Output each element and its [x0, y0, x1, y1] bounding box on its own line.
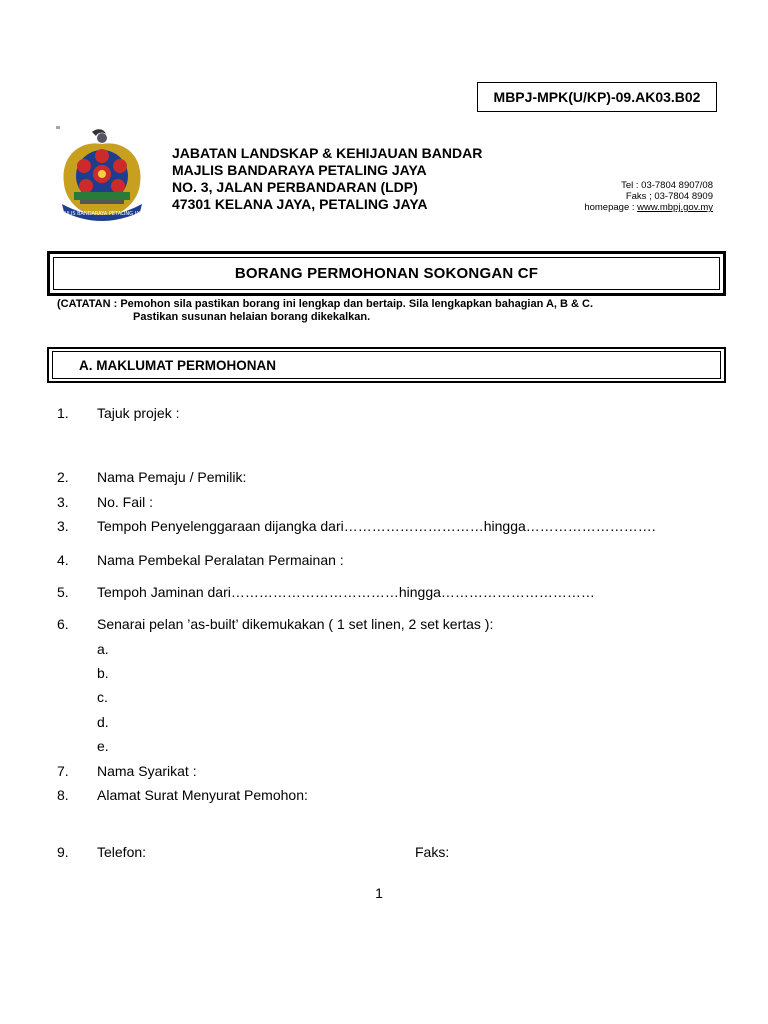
item-text: Nama Pemaju / Pemilik:	[97, 469, 247, 485]
fax-text: Faks ; 03-7804 8909	[625, 191, 713, 202]
item-number: 8.	[57, 787, 69, 803]
item-text: Tempoh Jaminan dari………………………………hingga……………………………	[97, 584, 595, 600]
sub-item-a: a.	[97, 641, 109, 657]
org-line-3: NO. 3, JALAN PERBANDARAN (LDP)	[172, 179, 418, 195]
org-line-2: MAJLIS BANDARAYA PETALING JAYA	[172, 162, 427, 178]
item-text: No. Fail :	[97, 494, 154, 510]
org-line-1: JABATAN LANDSKAP & KEHIJAUAN BANDAR	[172, 145, 483, 161]
item-number: 3.	[57, 518, 69, 534]
item-number: 1.	[57, 405, 69, 421]
sub-item-b: b.	[97, 665, 109, 681]
org-line-4: 47301 KELANA JAYA, PETALING JAYA	[172, 196, 428, 212]
item-text: Tempoh Penyelenggaraan dijangka dari…………………………hingga……………………….	[97, 518, 656, 534]
item-text: Nama Syarikat :	[97, 763, 197, 779]
tel-text: Tel : 03-7804 8907/08	[621, 180, 713, 191]
contact-block	[584, 180, 713, 213]
item-number: 7.	[57, 763, 69, 779]
form-title: BORANG PERMOHONAN SOKONGAN CF	[234, 265, 539, 282]
logo-text: MAJLIS BANDARAYA PETALING JAYA	[58, 211, 146, 217]
item-number: 4.	[57, 552, 69, 568]
item-number: 3.	[57, 494, 69, 510]
homepage-label: homepage :	[584, 202, 638, 213]
sub-item-d: d.	[97, 714, 109, 730]
item-text: Tajuk projek :	[97, 405, 180, 421]
note-line-1: (CATATAN : Pemohon sila pastikan borang ini lengkap dan bertaip. Sila lengkapkan bahagian A, B & C.	[57, 298, 594, 310]
item-number: 2.	[57, 469, 69, 485]
page-number: 1	[375, 885, 383, 901]
note-line-2: Pastikan susunan helaian borang dikekalkan.	[133, 311, 371, 323]
item-text: Senarai pelan ’as-built’ dikemukakan ( 1 set linen, 2 set kertas ):	[97, 616, 494, 632]
item-number: 6.	[57, 616, 69, 632]
item-text: Telefon:	[97, 844, 147, 860]
item-number: 5.	[57, 584, 69, 600]
form-code: MBPJ-MPK(U/KP)-09.AK03.B02	[493, 89, 701, 105]
section-a-title: A. MAKLUMAT PERMOHONAN	[79, 357, 276, 373]
organization-header	[172, 145, 482, 213]
homepage-link[interactable]: www.mbpj.gov.my	[637, 202, 713, 213]
section-a-box	[47, 347, 726, 383]
sub-item-e: e.	[97, 738, 109, 754]
note-block	[57, 298, 593, 324]
sub-item-c: c.	[97, 689, 108, 705]
mbpj-logo	[52, 126, 152, 226]
form-code-box	[477, 82, 717, 112]
faks-label: Faks:	[415, 844, 450, 860]
form-title-box	[47, 251, 726, 296]
item-text: Nama Pembekal Peralatan Permainan :	[97, 552, 344, 568]
homepage-line	[584, 202, 713, 213]
item-text: Alamat Surat Menyurat Pemohon:	[97, 787, 308, 803]
item-number: 9.	[57, 844, 69, 860]
